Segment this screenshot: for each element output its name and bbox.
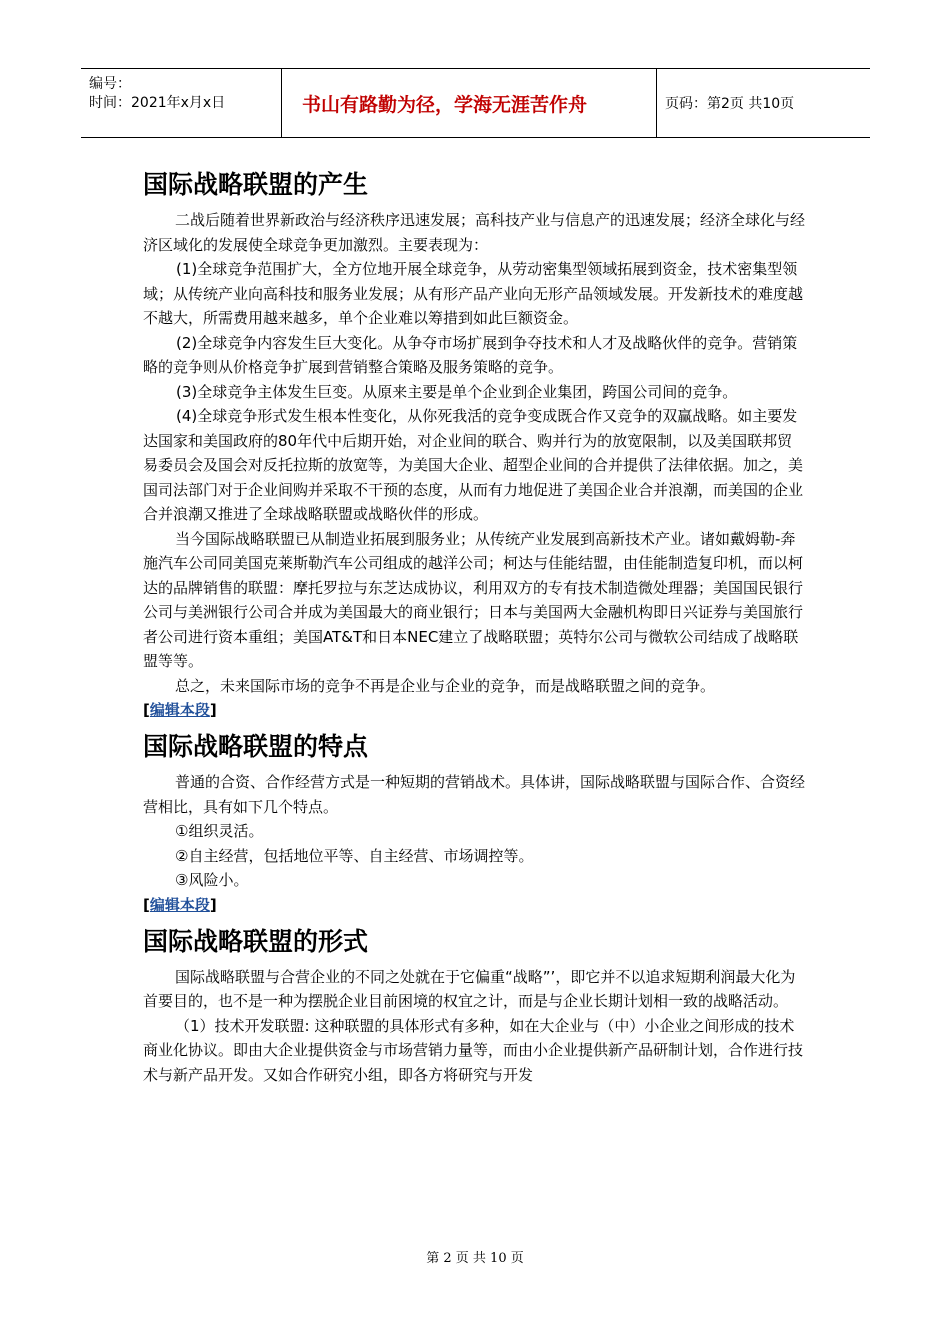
section-title: 国际战略联盟的形式 <box>143 926 369 956</box>
document-body <box>143 160 807 1087</box>
header-page-label: 页码：第2页 共10页 <box>665 96 795 112</box>
paragraph: 普通的合资、合作经营方式是一种短期的营销战术。具体讲，国际战略联盟与国际合作、合资经营相比，具有如下几个特点。 <box>143 773 806 816</box>
section-title: 国际战略联盟的特点 <box>143 732 369 761</box>
paragraph: 二战后随着世界新政治与经济秩序迅速发展；高科技产业与信息产的迅速发展；经济全球化与经济区域化的发展使全球竞争更加激烈。主要表现为： <box>143 211 806 254</box>
list-item: ③风险小。 <box>175 871 249 889</box>
paragraph: 当今国际战略联盟已从制造业拓展到服务业；从传统产业发展到高新技术产业。诸如戴姆勒-奔施汽车公司同美国克莱斯勒汽车公司组成的越洋公司；柯达与佳能结盟，由佳能制造复印机，而以柯达的品牌销售的联盟：摩托罗拉与东芝达成协议，利用双方的专有技术制造微处理器；美国国民银行公司与美洲银行公司合并成为美国最大的商业银行；日本与美国两大金融机构即日兴证券与美国旅行者公司进行资本重组；美国AT&T和日本NEC建立了战略联盟；英特尔公司与微软公司结成了战略联盟等等。 <box>143 529 804 670</box>
paragraph: 国际战略联盟与合营企业的不同之处就在于它偏重“战略”’，即它并不以追求短期利润最大化为首要目的，也不是一种为摆脱企业目前困境的权宜之计，而是与企业长期计划相一致的战略活动。 <box>143 967 796 1010</box>
page-header <box>81 68 870 138</box>
paragraph: (3)全球竞争主体发生巨变。从原来主要是单个企业到企业集团，跨国公司间的竞争。 <box>176 382 738 401</box>
header-motto: 书山有路勤为径，学海无涯苦作舟 <box>282 69 657 137</box>
edit-section-link[interactable]: 编辑本段 <box>149 701 210 719</box>
edit-section-link-wrapper: [编辑本段] <box>143 701 217 719</box>
paragraph: 总之，未来国际市场的竞争不再是企业与企业的竞争，而是战略联盟之间的竞争。 <box>175 676 716 695</box>
paragraph: (4)全球竞争形式发生根本性变化，从你死我活的竞争变成既合作又竞争的双赢战略。如主要发达国家和美国政府的80年代中后期开始，对企业间的联合、购并行为的放宽限制，以及美国联邦贸易委员会及国会对反托拉斯的放宽等，为美国大企业、超型企业间的合并提供了法律依据。加之，美国司法部门对于企业间购并采取不干预的态度，从而有力地促进了美国企业合并浪潮，而美国的企业合并浪潮又推进了全球战略联盟或战略伙伴的形成。 <box>143 407 804 523</box>
time-label: 时间：2021年x月x日 <box>89 95 226 111</box>
section-title: 国际战略联盟的产生 <box>143 170 369 199</box>
list-item: ①组织灵活。 <box>175 822 264 840</box>
edit-section-link-wrapper: [编辑本段] <box>143 895 217 914</box>
page-footer: 第 2 页 共 10 页 <box>426 1251 524 1266</box>
header-meta <box>81 69 282 137</box>
paragraph: （1）技术开发联盟: 这种联盟的具体形式有多种，如在大企业与（中）小企业之间形成的技术商业化协议。即由大企业提供资金与市场营销力量等，而由小企业提供新产品研制计划，合作进行技术与新产品开发。又如合作研究小组，即各方将研究与开发 <box>143 1016 804 1084</box>
number-label: 编号： <box>89 76 131 92</box>
edit-section-link[interactable]: 编辑本段 <box>149 895 210 914</box>
paragraph: (2)全球竞争内容发生巨大变化。从争夺市场扩展到争夺技术和人才及战略伙伴的竞争。营销策略的竞争则从价格竞争扩展到营销整合策略及服务策略的竞争。 <box>143 333 798 376</box>
paragraph: (1)全球竞争范围扩大，全方位地开展全球竞争，从劳动密集型领域拓展到资金，技术密集型领域；从传统产业向高科技和服务业发展；从有形产品产业向无形产品领域发展。开发新技术的难度越不越大，所需费用越来越多，单个企业难以筹措到如此巨额资金。 <box>143 260 804 327</box>
list-item: ②自主经营，包括地位平等、自主经营、市场调控等。 <box>175 846 534 865</box>
